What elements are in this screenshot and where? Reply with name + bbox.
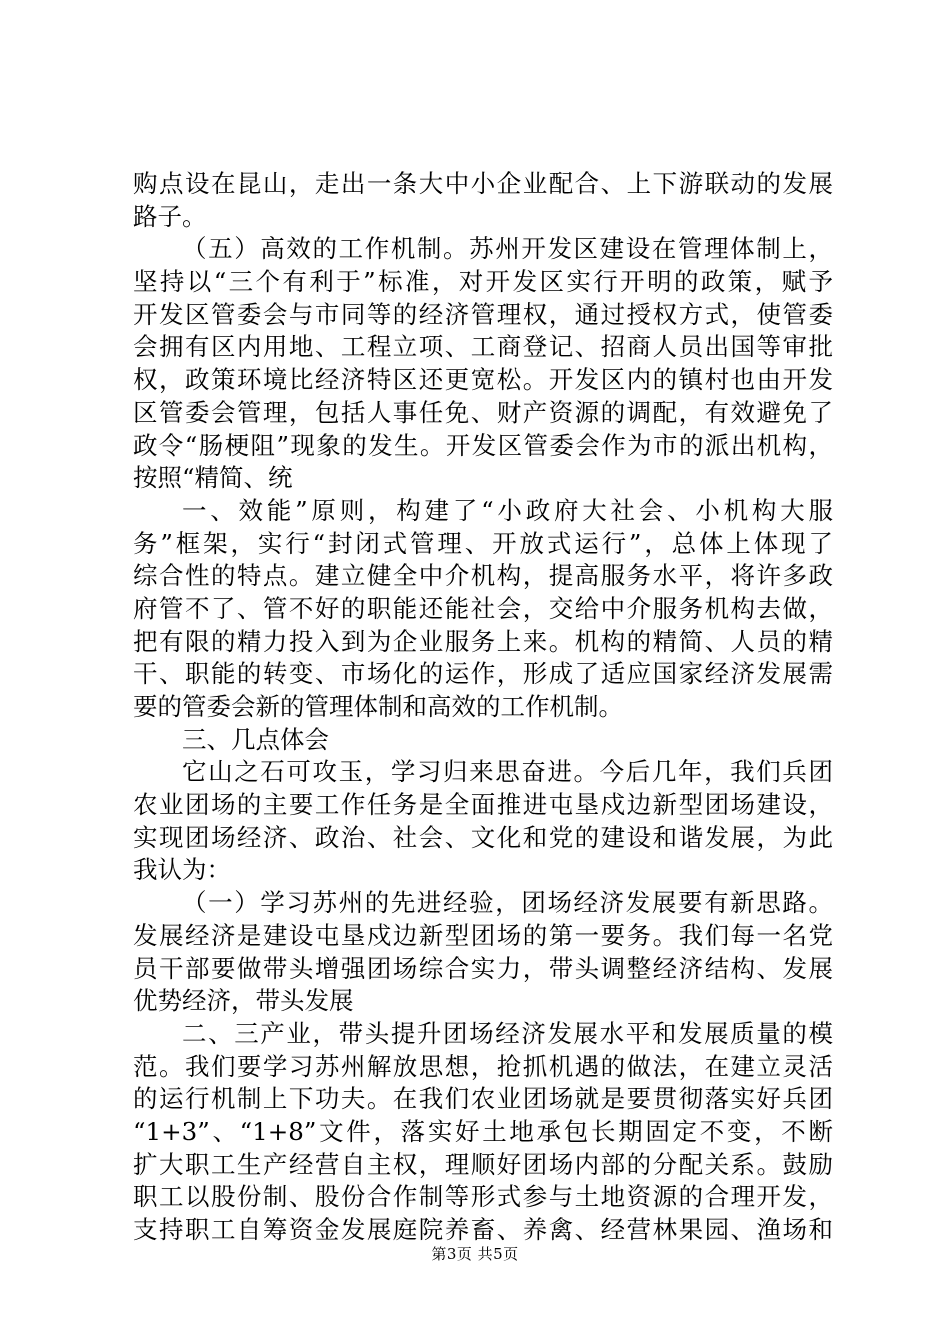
text-line: 把有限的精力投入到为企业服务上来。机构的精简、人员的精 (133, 626, 833, 656)
text-line: 开发区管委会与市同等的经济管理权，通过授权方式，使管委 (133, 299, 833, 329)
text-line: 员干部要做带头增强团场综合实力，带头调整经济结构、发展 (133, 953, 833, 983)
text-line: 区管委会管理，包括人事任免、财产资源的调配，有效避免了 (133, 397, 833, 427)
text-line: 购点设在昆山，走出一条大中小企业配合、上下游联动的发展 (133, 169, 833, 198)
text-line: 农业团场的主要工作任务是全面推进屯垦戍边新型团场建设， (133, 790, 833, 820)
paragraph-heading-line: （五）高效的工作机制。苏州开发区建设在管理体制上， (182, 234, 833, 264)
text-line: 政令“肠梗阻”现象的发生。开发区管委会作为市的派出机构， (133, 430, 833, 460)
body-text (133, 168, 833, 1247)
text-line: “1+3”、“1+8”文件，落实好土地承包长期固定不变，不断 (133, 1116, 833, 1146)
text-line: 务”框架，实行“封闭式管理、开放式运行”，总体上体现了 (133, 528, 833, 558)
text-line: 的运行机制上下功夫。在我们农业团场就是要贯彻落实好兵团 (133, 1084, 833, 1114)
text-line: 二、三产业，带头提升团场经济发展水平和发展质量的模 (182, 1018, 833, 1048)
text-line: 一、效能”原则，构建了“小政府大社会、小机构大服 (182, 495, 833, 525)
text-line: 干、职能的转变、市场化的运作，形成了适应国家经济发展需 (133, 659, 833, 689)
text-line: 范。我们要学习苏州解放思想，抢抓机遇的做法，在建立灵活 (133, 1051, 833, 1081)
text-line: 综合性的特点。建立健全中介机构，提高服务水平，将许多政 (133, 561, 833, 591)
text-line: 权，政策环境比经济特区还更宽松。开发区内的镇村也由开发 (133, 365, 833, 395)
text-line: 府管不了、管不好的职能还能社会，交给中介服务机构去做， (133, 593, 833, 623)
text-line: 路子。 (133, 201, 207, 231)
text-line: 优势经济，带头发展 (133, 986, 354, 1016)
text-line: 支持职工自筹资金发展庭院养畜、养禽、经营林果园、渔场和 (133, 1215, 833, 1244)
text-line: 要的管委会新的管理体制和高效的工作机制。 (133, 692, 623, 721)
text-line: 扩大职工生产经营自主权，理顺好团场内部的分配关系。鼓励 (133, 1149, 833, 1179)
section-heading: 三、几点体会 (182, 724, 329, 754)
text-line: 坚持以“三个有利于”标准，对开发区实行开明的政策，赋予 (133, 267, 833, 297)
text-line: 职工以股份制、股份合作制等形式参与土地资源的合理开发， (133, 1182, 833, 1212)
page-number-footer: 第3页 共5页 (431, 1245, 519, 1263)
text-line: 我认为： (133, 855, 231, 885)
text-line: 会拥有区内用地、工程立项、工商登记、招商人员出国等审批 (133, 332, 833, 362)
paragraph-heading-line: （一）学习苏州的先进经验，团场经济发展要有新思路。 (182, 888, 833, 918)
text-line: 实现团场经济、政治、社会、文化和党的建设和谐发展，为此 (133, 822, 833, 852)
text-line: 它山之石可攻玉，学习归来思奋进。今后几年，我们兵团 (182, 757, 833, 787)
text-line: 按照“精简、统 (133, 463, 293, 493)
text-line: 发展经济是建设屯垦戍边新型团场的第一要务。我们每一名党 (133, 920, 833, 950)
